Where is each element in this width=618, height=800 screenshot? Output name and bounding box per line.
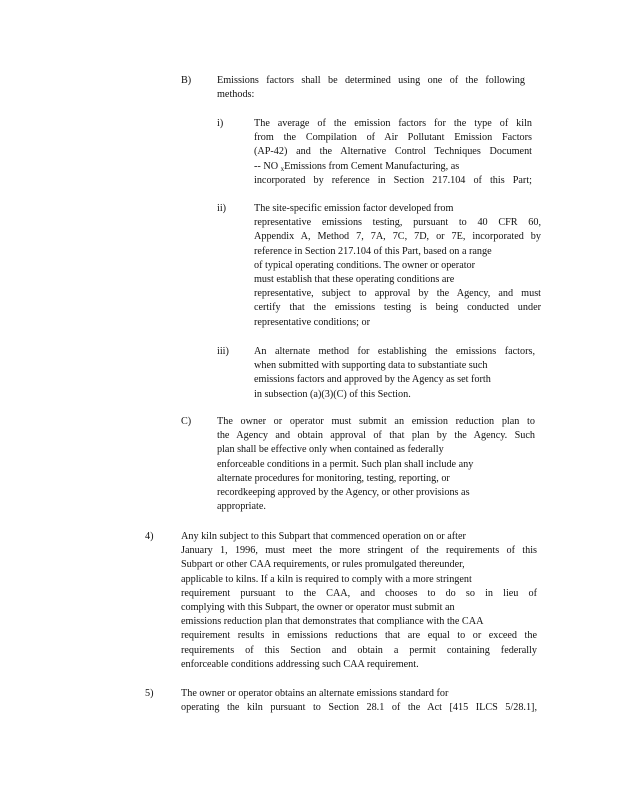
item-B-iii-label: iii) [217, 346, 229, 357]
item-B-ii-label: ii) [217, 203, 227, 214]
item-C-text: The owner or operator must submit an emission reduction plan to the Agency and obtain approval of that plan by the Agency. Such plan shall be effective only when contained as federally enforceable conditions in a permit. Such plan shall include any alternate procedures for monitoring, testing, reporting, or recordkeeping approved by the Agency, or other provisions as appropriate. [217, 416, 535, 513]
item-B-text: Emissions factors shall be determined using one of the following methods: [217, 75, 525, 101]
item-4-label: 4) [145, 531, 154, 542]
item-B-label: B) [181, 75, 192, 86]
item-B-i-label: i) [217, 118, 224, 129]
item-4-text: Any kiln subject to this Subpart that commenced operation on or after January 1, 1996, must meet the more stringent of the requirements of this Subpart or other CAA requirements, or rules promulgated thereunder, applicable to kilns. If a kiln is required to comply with a more stringent requirement pursuant to the CAA, and chooses to do so in lieu of complying with this Subpart, the owner or operator must submit an emissions reduction plan that demonstrates that compliance with the CAA requirement results in emissions reductions that are equal to or exceed the requirements of this Section and obtain a permit containing federally enforceable conditions addressing such CAA requirement. [181, 531, 537, 670]
item-C-label: C) [181, 416, 192, 427]
item-B-i-text: The average of the emission factors for the type of kiln from the Compilation of Air Pollutant Emission Factors (AP-42) and the Alternative Control Techniques Document -- NO $_x$Emissions from Cement Manufacturing, as incorporated by reference in Section 217.104 of this Part; [254, 118, 532, 186]
item-B-ii-text: The site-specific emission factor developed from representative emissions testing, pursuant to 40 CFR 60, Appendix A, Method 7, 7A, 7C, 7D, or 7E, incorporated by reference in Section 217.104 of this Part, based on a range of typical operating conditions. The owner or operator must establish that these operating conditions are representative, subject to approval by the Agency, and must certify that the emissions testing is being conducted under representative conditions; or [254, 203, 541, 328]
item-5-text: The owner or operator obtains an alternate emissions standard for operating the kiln pursuant to Section 28.1 of the Act [415 ILCS 5/28.1], [181, 688, 537, 714]
item-B-iii-text: An alternate method for establishing the emissions factors, when submitted with supporting data to substantiate such emissions factors and approved by the Agency as set forth in subsection (a)(3)(C) of this Section. [254, 346, 535, 400]
item-5-label: 5) [145, 688, 154, 699]
